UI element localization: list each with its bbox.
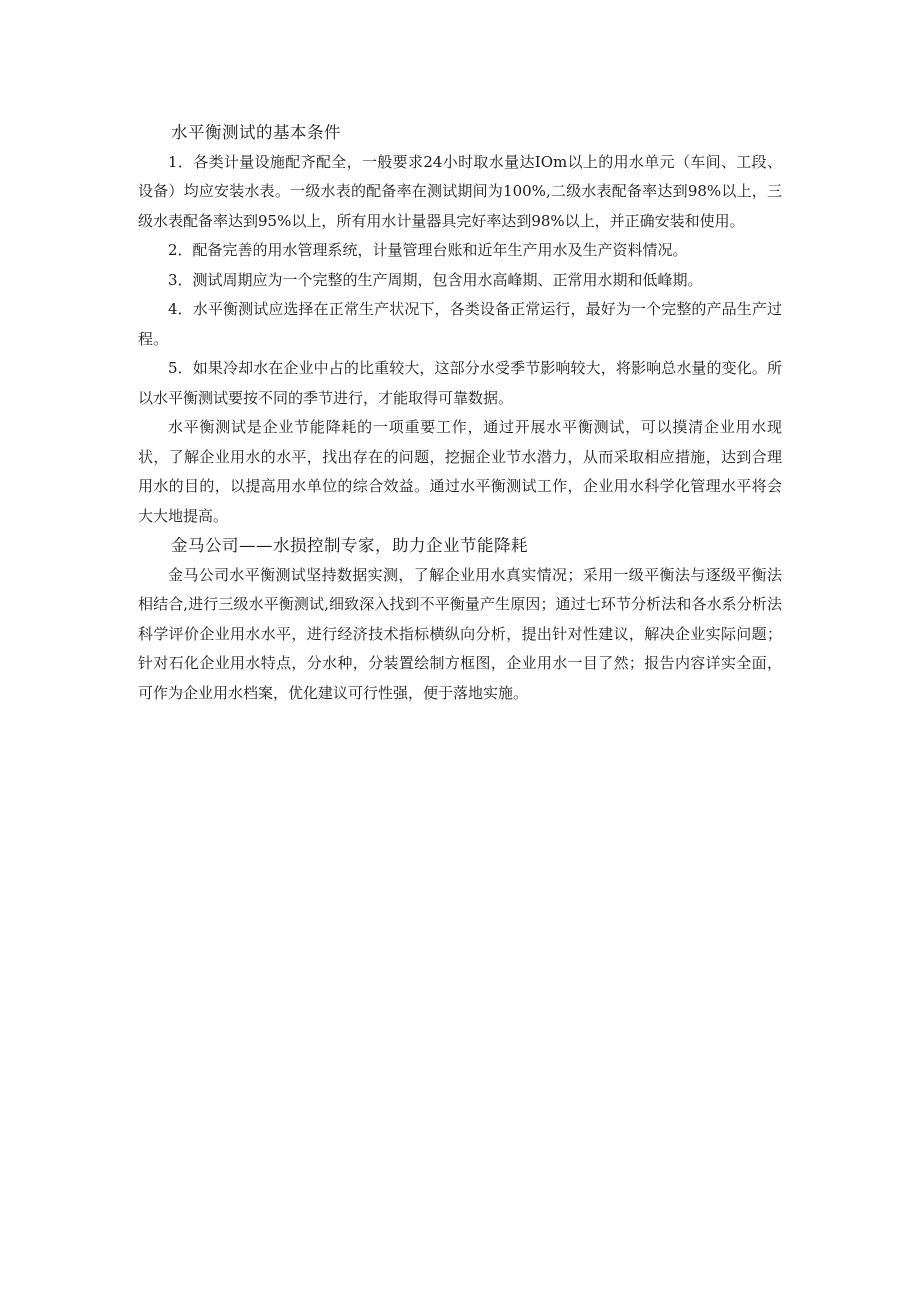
condition-item-4: 4．水平衡测试应选择在正常生产状况下，各类设备正常运行，最好为一个完整的产品生产过程。 bbox=[138, 300, 782, 348]
summary-paragraph: 水平衡测试是企业节能降耗的一项重要工作，通过开展水平衡测试，可以摸清企业用水现状，了解企业用水的水平，找出存在的问题，挖掘企业节水潜力，从而采取相应措施，达到合理用水的目的，以提高用水单位的综合效益。通过水平衡测试工作，企业用水科学化管理水平将会大大地提高。 bbox=[138, 418, 782, 525]
condition-item-5: 5．如果冷却水在企业中占的比重较大，这部分水受季节影响较大，将影响总水量的变化。所以水平衡测试要按不同的季节进行，才能取得可靠数据。 bbox=[138, 359, 782, 407]
condition-item-3: 3．测试周期应为一个完整的生产周期，包含用水高峰期、正常用水期和低峰期。 bbox=[168, 270, 703, 289]
section-heading: 水平衡测试的基本条件 bbox=[171, 123, 341, 142]
document-body bbox=[138, 118, 782, 708]
condition-item-2: 2．配备完善的用水管理系统，计量管理台账和近年生产用水及生产资料情况。 bbox=[168, 241, 688, 259]
company-paragraph: 金马公司水平衡测试坚持数据实测，了解企业用水真实情况；采用一级平衡法与逐级平衡法相结合,进行三级水平衡测试,细致深入找到不平衡量产生原因；通过七环节分析法和各水系分析法科学评价企业用水水平，进行经济技术指标横纵向分析，提出针对性建议，解决企业实际问题；针对石化企业用水特点，分水种，分装置绘制方框图，企业用水一目了然；报告内容详实全面，可作为企业用水档案，优化建议可行性强，便于落地实施。 bbox=[138, 565, 782, 702]
company-heading: 金马公司——水损控制专家，助力企业节能降耗 bbox=[171, 536, 528, 555]
condition-item-1: 1．各类计量设施配齐配全，一般要求24小时取水量达IOm以上的用水单元（车间、工段、设备）均应安装水表。一级水表的配备率在测试期间为100%,二级水表配备率达到98%以上，三级水表配备率达到95%以上，所有用水计量器具完好率达到98%以上，并正确安装和使用。 bbox=[138, 152, 782, 230]
